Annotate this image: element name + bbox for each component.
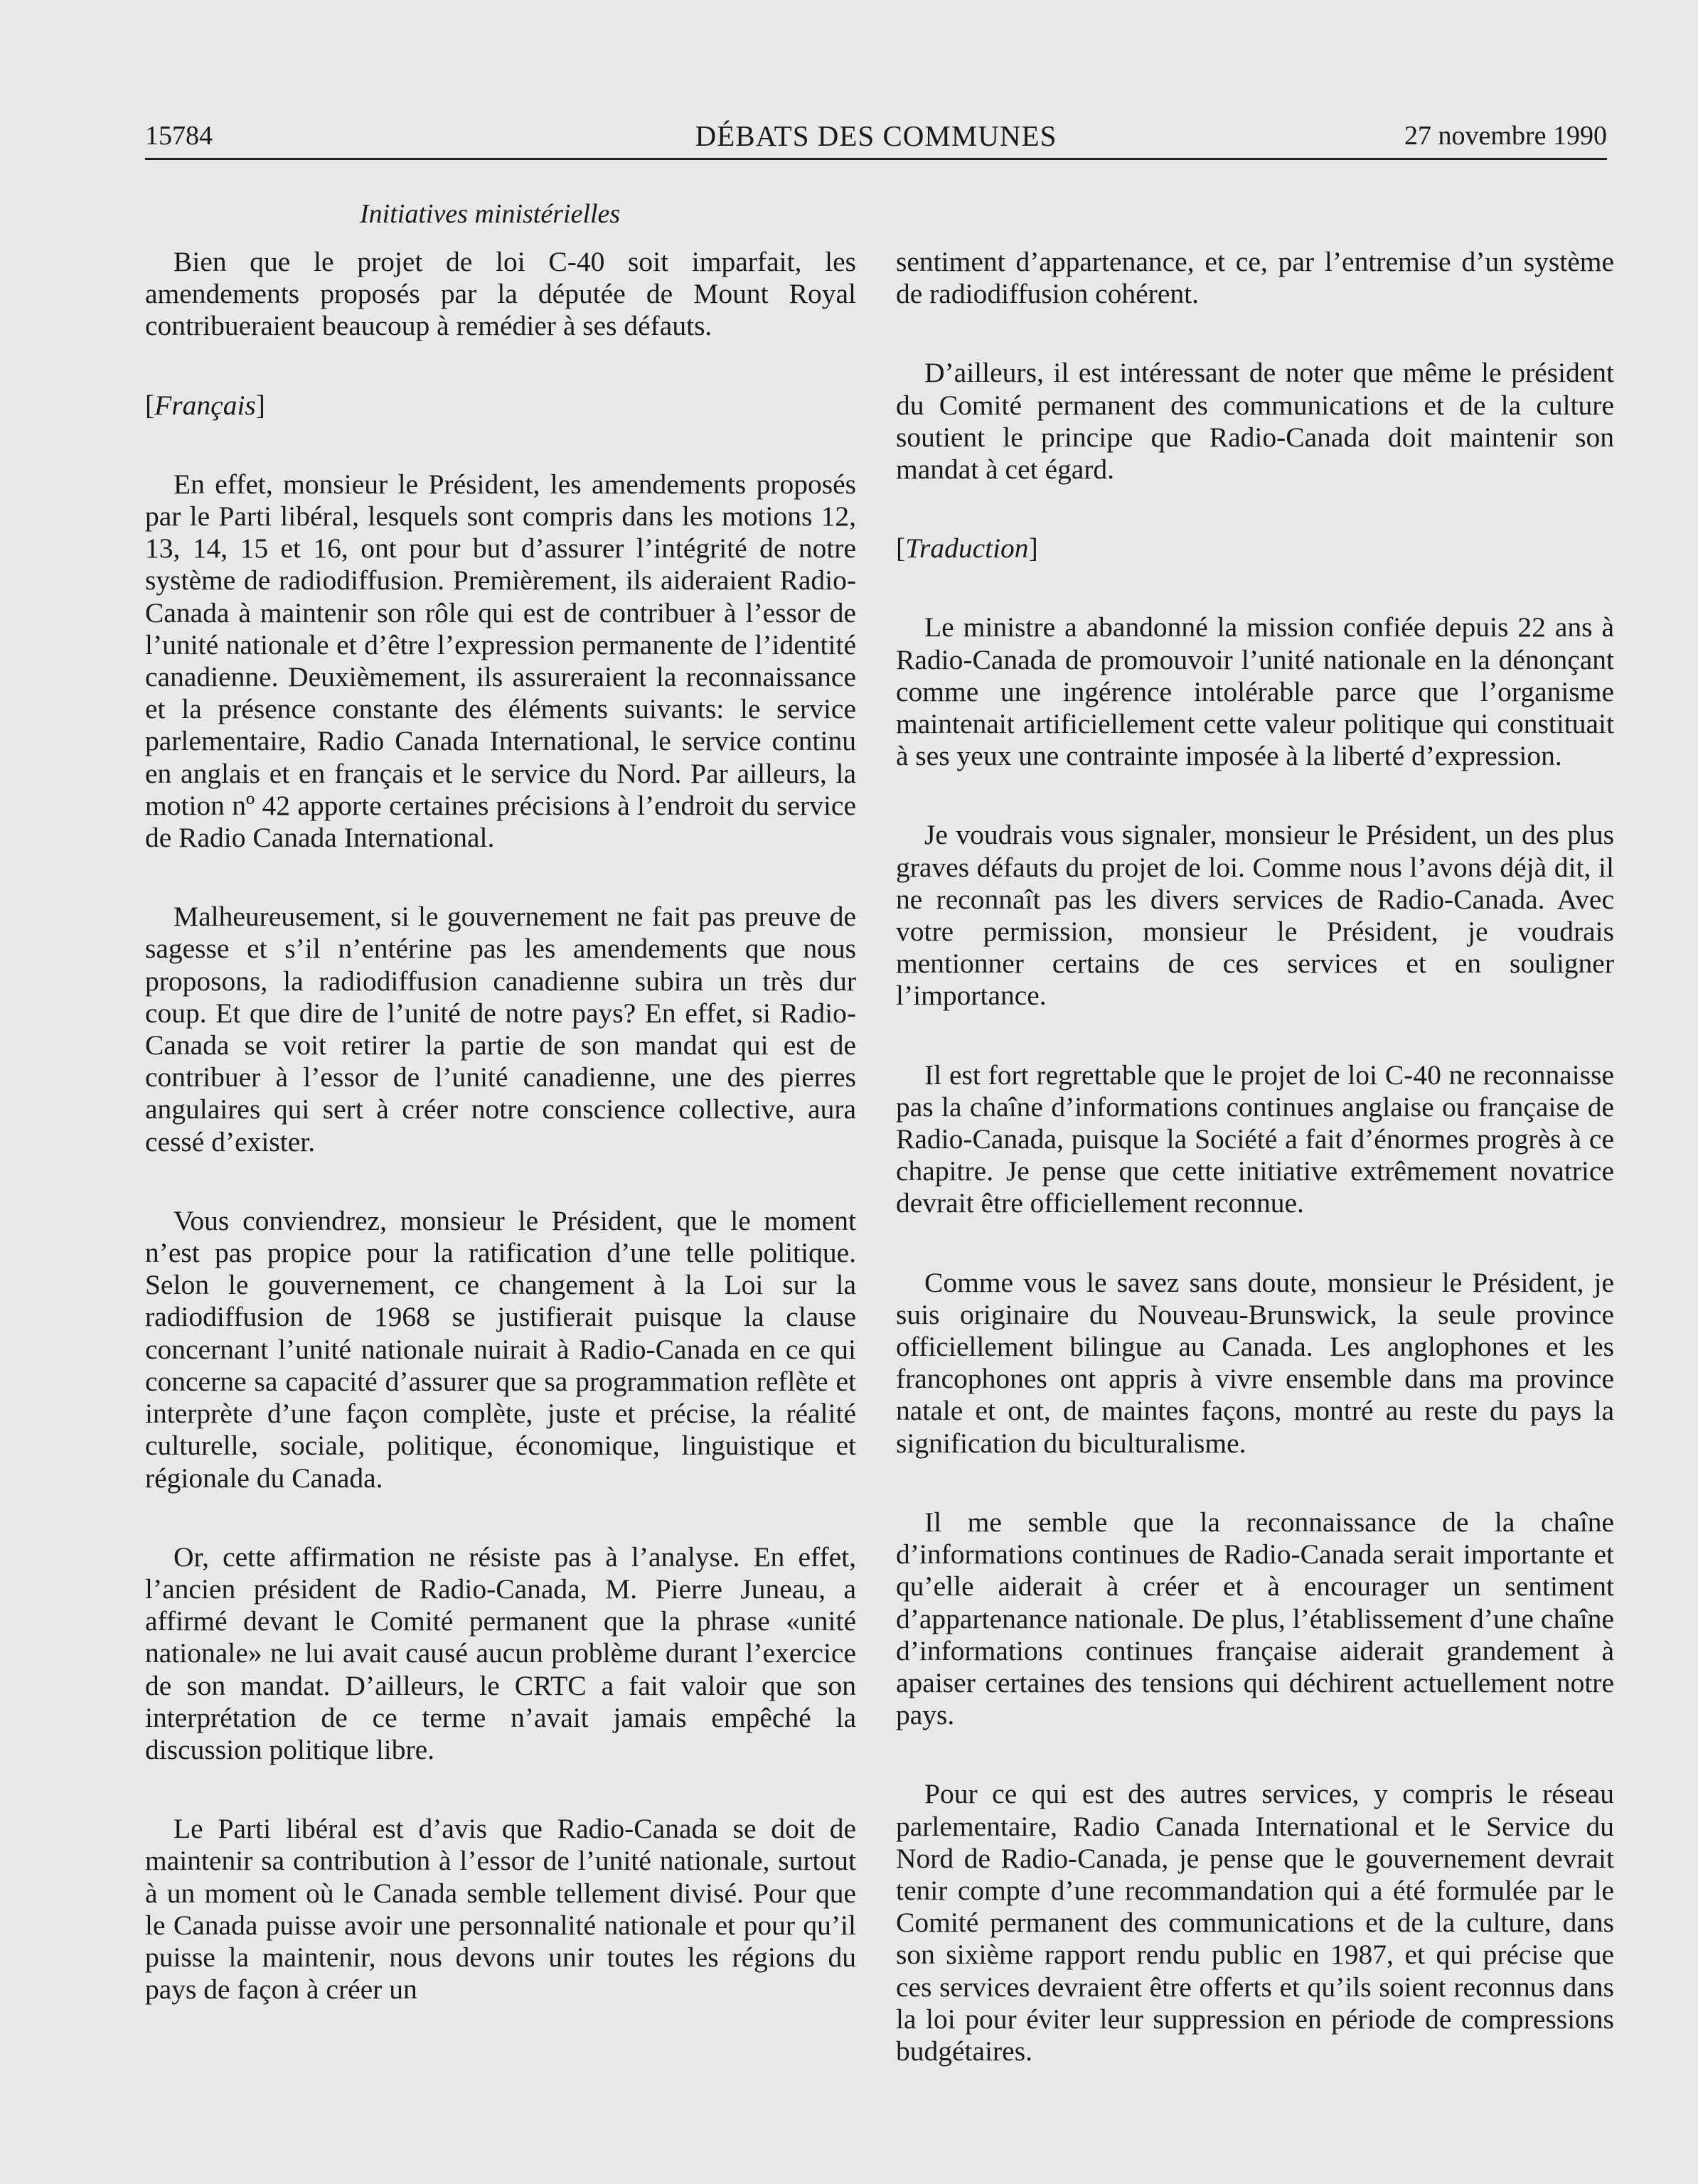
section-title: Initiatives ministérielles xyxy=(360,199,621,229)
paragraph: Pour ce qui est des autres services, y compris le réseau parlementaire, Radio Canada International et le Service du Nord de Radio-Canada, je pense que le gouvernement devrait tenir compte d’une recommandation qui a été formulée par le Comité permanent des communications et de la culture, dans son sixième rapport rendu public en 1987, et qui précise que ces services devraient être offerts et qu’ils soient reconnus dans la loi pour éviter leur suppression en période de compressions budgétaires. xyxy=(896,1778,1614,2067)
header-rule xyxy=(145,158,1607,160)
paragraph: En effet, monsieur le Président, les amendements proposés par le Parti libéral, lesquels sont compris dans les motions 12, 13, 14, 15 et 16, ont pour but d’assurer l’intégrité de notre système de radiodiffusion. Premièrement, ils aideraient Radio-Canada à maintenir son rôle qui est de contribuer à l’essor de l’unité nationale et d’être l’expression permanente de l’identité canadienne. Deuxièmement, ils assureraient la reconnaissance et la présence constante des éléments suivants: le service parlementaire, Radio Canada International, le service continu en anglais et en français et le service du Nord. Par ailleurs, la motion nº 42 apporte certaines précisions à l’endroit du service de Radio Canada International. xyxy=(145,468,856,854)
paragraph: D’ailleurs, il est intéressant de noter que même le président du Comité permanent des communications et de la culture soutient le principe que Radio-Canada doit maintenir son mandat à cet égard. xyxy=(896,357,1614,486)
language-heading: [Français] xyxy=(145,389,265,421)
publication-date: 27 novembre 1990 xyxy=(1404,121,1607,151)
right-column xyxy=(896,246,1614,2114)
paragraph: Le ministre a abandonné la mission confiée depuis 22 ans à Radio-Canada de promouvoir l’unité nationale en la dénonçant comme une ingérence intolérable parce que l’organisme maintenait artificiellement cette valeur politique qui constituait à ses yeux une contrainte imposée à la liberté d’expression. xyxy=(896,611,1614,772)
paragraph: Comme vous le savez sans doute, monsieur le Président, je suis originaire du Nouveau-Brunswick, la seule province officiellement bilingue au Canada. Les anglophones et les francophones ont appris à vivre ensemble dans ma province natale et ont, de maintes façons, montré au reste du pays la signification du biculturalisme. xyxy=(896,1266,1614,1459)
language-label: Traduction xyxy=(905,532,1029,564)
paragraph: Je voudrais vous signaler, monsieur le Président, un des plus graves défauts du projet de loi. Comme nous l’avons déjà dit, il ne reconnaît pas les divers services de Radio-Canada. Avec votre permission, monsieur le Président, je voudrais mentionner certains de ces services et en souligner l’importance. xyxy=(896,819,1614,1012)
paragraph: Il me semble que la reconnaissance de la chaîne d’informations continues de Radio-Canada serait importante et qu’elle aiderait à créer et à encourager un sentiment d’appartenance nationale. De plus, l’établissement d’une chaîne d’informations continues française aiderait grandement à apaiser certaines des tensions qui déchirent actuellement notre pays. xyxy=(896,1506,1614,1731)
page-number: 15784 xyxy=(145,121,213,151)
paragraph: Le Parti libéral est d’avis que Radio-Canada se doit de maintenir sa contribution à l’essor de l’unité nationale, surtout à un moment où le Canada semble tellement divisé. Pour que le Canada puisse avoir une personnalité nationale et pour qu’il puisse la maintenir, nous devons unir toutes les régions du pays de façon à créer un xyxy=(145,1813,856,2006)
page-header xyxy=(145,118,1607,154)
left-column xyxy=(145,246,856,2052)
paragraph: Bien que le projet de loi C-40 soit imparfait, les amendements proposés par la députée de Mount Royal contribueraient beaucoup à remédier à ses défauts. xyxy=(145,246,856,342)
paragraph: sentiment d’appartenance, et ce, par l’entremise d’un système de radiodiffusion cohérent. xyxy=(896,246,1614,310)
language-label: Français xyxy=(154,389,256,421)
paragraph: Or, cette affirmation ne résiste pas à l’analyse. En effet, l’ancien président de Radio-Canada, M. Pierre Juneau, a affirmé devant le Comité permanent que la phrase «unité nationale» ne lui avait causé aucun problème durant l’exercice de son mandat. D’ailleurs, le CRTC a fait valoir que son interprétation de ce terme n’avait jamais empêché la discussion politique libre. xyxy=(145,1541,856,1765)
paragraph: Malheureusement, si le gouvernement ne fait pas preuve de sagesse et s’il n’entérine pas les amendements que nous proposons, la radiodiffusion canadienne subira un très dur coup. Et que dire de l’unité de notre pays? En effet, si Radio-Canada se voit retirer la partie de son mandat qui est de contribuer à l’essor de l’unité canadienne, une des pierres angulaires qui sert à créer notre conscience collective, aura cessé d’exister. xyxy=(145,901,856,1157)
language-heading: [Traduction] xyxy=(896,532,1038,564)
paragraph: Il est fort regrettable que le projet de loi C-40 ne reconnaisse pas la chaîne d’informations continues anglaise ou française de Radio-Canada, puisque la Société a fait d’énormes progrès à ce chapitre. Je pense que cette initiative extrêmement novatrice devrait être officiellement reconnue. xyxy=(896,1059,1614,1219)
journal-title: DÉBATS DES COMMUNES xyxy=(695,119,1057,152)
paragraph: Vous conviendrez, monsieur le Président, que le moment n’est pas propice pour la ratification d’une telle politique. Selon le gouvernement, ce changement à la Loi sur la radiodiffusion de 1968 se justifierait puisque la clause concernant l’unité nationale nuirait à Radio-Canada en ce qui concerne sa capacité d’assurer que sa programmation reflète et interprète d’une façon complète, juste et précise, la réalité culturelle, sociale, politique, économique, linguistique et régionale du Canada. xyxy=(145,1204,856,1494)
